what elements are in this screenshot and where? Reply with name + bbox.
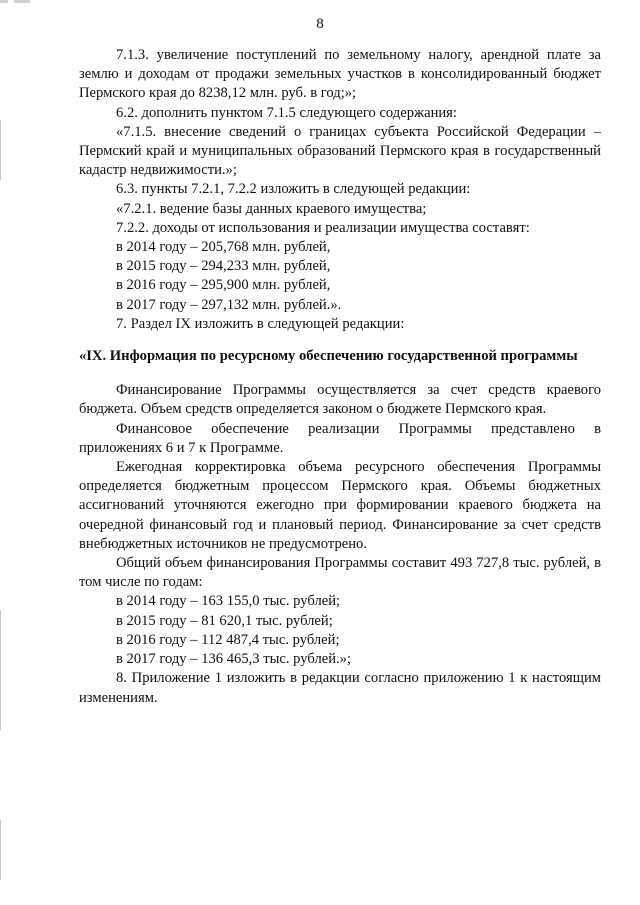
funding-2015: в 2015 году – 81 620,1 тыс. рублей; — [116, 612, 333, 629]
paragraph-8: 8. Приложение 1 изложить в редакции согласно приложению 1 к настоящим изменениям. — [79, 670, 601, 706]
income-2016: в 2016 году – 295,900 млн. рублей, — [116, 277, 331, 294]
section-paragraph-adjustment: Ежегодная корректировка объема ресурсного обеспечения Программы определяется бюджетным процессом Пермского края. Объемы бюджетных ассигнований уточняются ежегодно при формировании краевого бюджета на очередной финансовый год и плановый период. Финансирование за счет средств внебюджетных источников не предусмотрено. — [79, 459, 601, 552]
scan-edge-mark — [0, 610, 1, 730]
paragraph-6-2: 6.2. дополнить пунктом 7.1.5 следующего содержания: — [116, 104, 457, 121]
scan-edge-mark — [0, 120, 1, 180]
income-2014: в 2014 году – 205,768 млн. рублей, — [116, 239, 331, 256]
paragraph-7-2-2: 7.2.2. доходы от использования и реализации имущества составят: — [116, 219, 530, 236]
document-body — [79, 46, 601, 708]
scan-edge-mark — [0, 820, 1, 880]
section-heading: «IX. Информация по ресурсному обеспечению государственной программы — [79, 348, 578, 365]
paragraph-7-2-1: «7.2.1. ведение базы данных краевого имущества; — [116, 200, 427, 217]
paragraph-7: 7. Раздел IX изложить в следующей редакции: — [116, 315, 405, 332]
funding-2017: в 2017 году – 136 465,3 тыс. рублей.»; — [116, 651, 352, 668]
paragraph-7-1-5: «7.1.5. внесение сведений о границах субъекта Российской Федерации – Пермский край и муниципальных образований Пермского края в государственный кадастр недвижимости.»; — [79, 123, 601, 179]
paragraph-7-1-3: 7.1.3. увеличение поступлений по земельному налогу, арендной плате за землю и доходам от продажи земельных участков в консолидированный бюджет Пермского края до 8238,12 млн. руб. в год;»; — [79, 47, 601, 102]
income-2017: в 2017 году – 297,132 млн. рублей.». — [116, 296, 342, 313]
income-2015: в 2015 году – 294,233 млн. рублей, — [116, 258, 331, 275]
scan-corner-mark — [0, 0, 60, 3]
paragraph-6-3: 6.3. пункты 7.2.1, 7.2.2 изложить в следующей редакции: — [116, 181, 471, 198]
funding-2016: в 2016 году – 112 487,4 тыс. рублей; — [116, 631, 340, 648]
section-paragraph-financing: Финансирование Программы осуществляется за счет средств краевого бюджета. Объем средств определяется законом о бюджете Пермского края. — [79, 382, 601, 418]
section-paragraph-total: Общий объем финансирования Программы составит 493 727,8 тыс. рублей, в том числе по годам: — [79, 555, 601, 591]
section-paragraph-appendices: Финансовое обеспечение реализации Программы представлено в приложениях 6 и 7 к Программе. — [79, 420, 601, 456]
page-number: 8 — [316, 16, 324, 32]
funding-2014: в 2014 году – 163 155,0 тыс. рублей; — [116, 593, 341, 610]
